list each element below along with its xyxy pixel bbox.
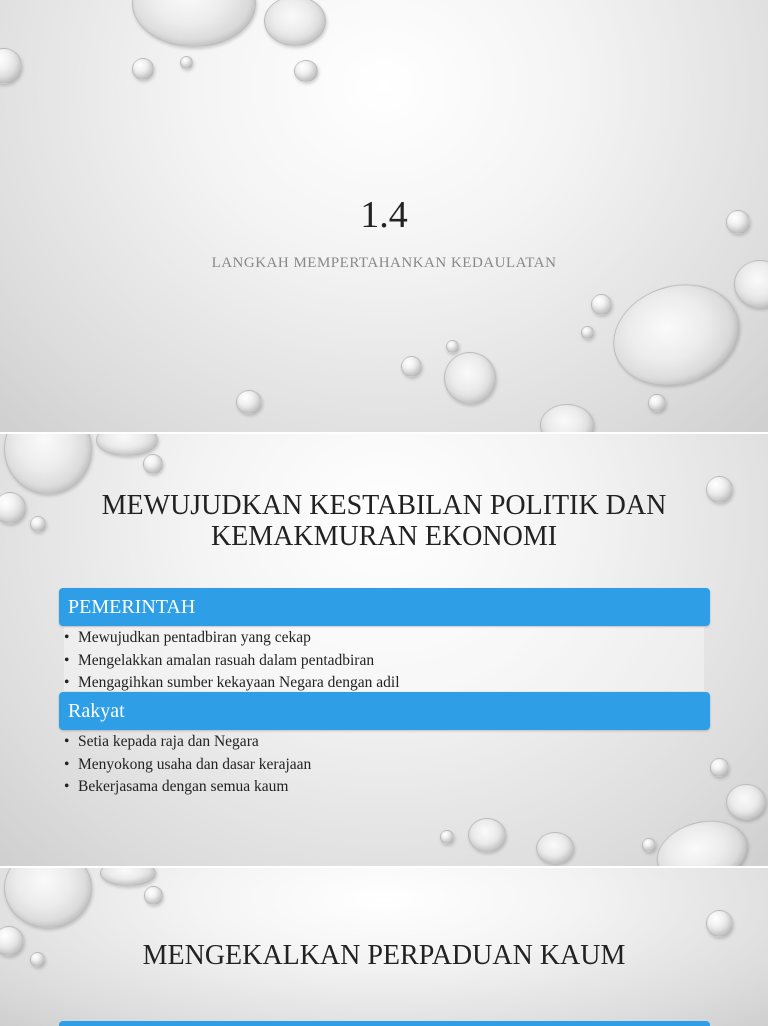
water-drop (30, 516, 46, 532)
water-drop (536, 832, 574, 864)
section-header-pemerintah: PEMERINTAH (59, 588, 710, 626)
water-drop (706, 476, 733, 503)
section-list-rakyat (64, 731, 704, 803)
water-drop (4, 868, 92, 928)
list-item: • Mengelakkan amalan rasuah dalam pentadbiran (64, 650, 704, 673)
water-drop (600, 269, 752, 402)
water-drop (726, 784, 766, 820)
water-drop (100, 868, 156, 886)
water-drop (294, 60, 318, 82)
water-drop (143, 454, 163, 474)
water-drop (4, 434, 92, 494)
list-item: • Mengagihkan sumber kekayaan Negara dengan adil (64, 672, 704, 691)
water-drop (264, 0, 326, 46)
water-drop (132, 58, 154, 80)
water-drop (642, 838, 656, 852)
water-drop (540, 404, 594, 432)
water-drop (650, 811, 755, 866)
water-drop (591, 294, 612, 315)
water-drop (710, 758, 729, 777)
section-list-pemerintah (64, 627, 704, 691)
water-drop (180, 56, 193, 69)
water-drop (96, 434, 158, 456)
water-drop (706, 910, 733, 937)
water-drop (132, 0, 256, 47)
water-drop (144, 886, 163, 905)
water-drop (446, 340, 459, 353)
slide-title: 1.4 (360, 194, 408, 236)
title-slide (0, 0, 768, 432)
list-item: • Menyokong usaha dan dasar kerajaan (64, 754, 704, 777)
water-drop (444, 352, 496, 404)
content-slide (0, 434, 768, 866)
water-drop (401, 356, 422, 377)
slide-title: MENGEKALKAN PERPADUAN KAUM (142, 940, 626, 971)
list-item: • Mewujudkan pentadbiran yang cekap (64, 627, 704, 650)
content-slide (0, 868, 768, 1026)
slide-title: MEWUJUDKAN KESTABILAN POLITIK DAN KEMAKMURAN EKONOMI (101, 490, 667, 552)
water-drop (648, 394, 666, 412)
water-drop (440, 830, 454, 844)
water-drop (581, 326, 594, 339)
section-header-rakyat: Rakyat (59, 692, 710, 730)
water-drop (0, 48, 22, 84)
water-drop (236, 390, 262, 414)
list-item: • Bekerjasama dengan semua kaum (64, 776, 704, 799)
list-item: • Setia kepada raja dan Negara (64, 731, 704, 754)
water-drop (468, 818, 506, 852)
water-drop (0, 492, 26, 524)
slide-subtitle: LANGKAH MEMPERTAHANKAN KEDAULATAN (211, 255, 557, 271)
